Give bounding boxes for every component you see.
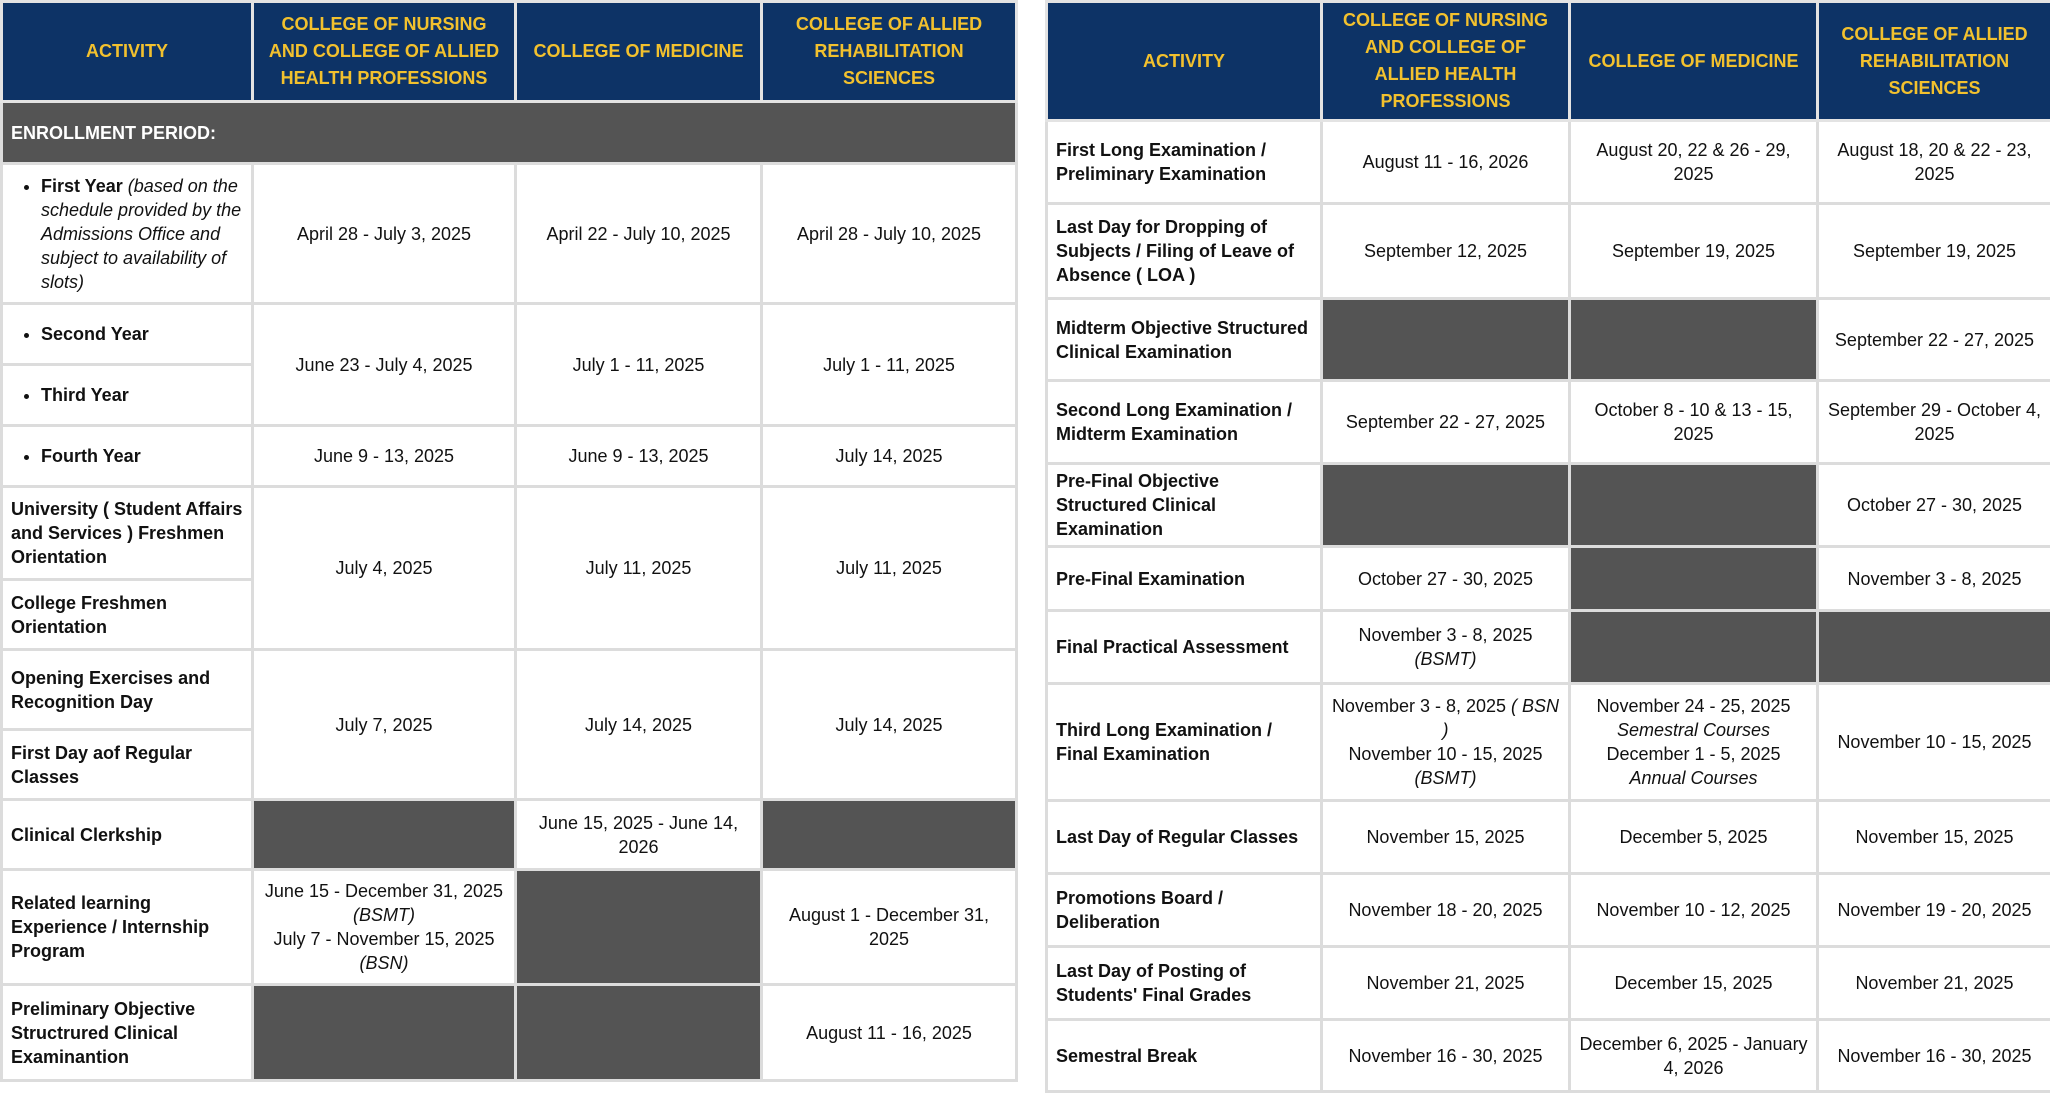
first-long-label: First Long Examination / Preliminary Examination [1047, 121, 1322, 204]
practical-nursing-note: (BSMT) [1415, 649, 1477, 669]
second-third-rehab: July 1 - 11, 2025 [762, 304, 1017, 426]
prefinal-osce-medicine-na [1570, 464, 1818, 547]
midterm-osce-medicine-na [1570, 299, 1818, 381]
clerkship-label: Clinical Clerkship [2, 800, 253, 870]
last-day-label: Last Day of Regular Classes [1047, 801, 1322, 874]
last-day-medicine: December 5, 2025 [1570, 801, 1818, 874]
fourth-year-label: • Fourth Year [41, 444, 243, 468]
header-row [1047, 2, 2050, 121]
table-row [1047, 464, 2050, 547]
third-long-medicine-note-1: Semestral Courses [1579, 718, 1808, 742]
table-row [1047, 121, 2050, 204]
rle-nursing-date-2: July 7 - November 15, 2025 [262, 927, 506, 951]
rle-rehab: August 1 - December 31, 2025 [762, 870, 1017, 985]
enrollment-period-label: ENROLLMENT PERIOD: [2, 102, 1017, 164]
third-long-nursing-note-2: (BSMT) [1331, 766, 1560, 790]
posting-rehab: November 21, 2025 [1818, 947, 2050, 1020]
third-long-nursing [1322, 684, 1570, 801]
practical-label: Final Practical Assessment [1047, 611, 1322, 684]
clerkship-nursing-na [253, 800, 516, 870]
fourth-year-rehab: July 14, 2025 [762, 426, 1017, 487]
first-year-note: (based on the schedule provided by the Admissions Office and subject to availability of slots) [41, 176, 241, 292]
dropping-label: Last Day for Dropping of Subjects / Filing of Leave of Absence ( LOA ) [1047, 204, 1322, 299]
header-rehab: COLLEGE OF ALLIED REHABILITATION SCIENCES [1818, 2, 2050, 121]
promotions-medicine: November 10 - 12, 2025 [1570, 874, 1818, 947]
practical-medicine-na [1570, 611, 1818, 684]
second-year-activity [2, 304, 253, 365]
promotions-rehab: November 19 - 20, 2025 [1818, 874, 2050, 947]
table-row [1047, 874, 2050, 947]
second-long-medicine: October 8 - 10 & 13 - 15, 2025 [1570, 381, 1818, 464]
table-row [2, 650, 1017, 730]
table-row [1047, 611, 2050, 684]
clerkship-rehab-na [762, 800, 1017, 870]
posting-medicine: December 15, 2025 [1570, 947, 1818, 1020]
opening-nursing: July 7, 2025 [253, 650, 516, 800]
table-row [2, 426, 1017, 487]
second-long-rehab: September 29 - October 4, 2025 [1818, 381, 2050, 464]
first-year-medicine: April 22 - July 10, 2025 [516, 164, 762, 304]
second-long-label: Second Long Examination / Midterm Examination [1047, 381, 1322, 464]
header-nursing: COLLEGE OF NURSING AND COLLEGE OF ALLIED HEALTH PROFESSIONS [1322, 2, 1570, 121]
college-orientation-label: College Freshmen Orientation [2, 580, 253, 650]
opening-label: Opening Exercises and Recognition Day [2, 650, 253, 730]
break-nursing: November 16 - 30, 2025 [1322, 1020, 1570, 1092]
prefinal-osce-rehab: October 27 - 30, 2025 [1818, 464, 2050, 547]
univ-orientation-label: University ( Student Affairs and Services ) Freshmen Orientation [2, 487, 253, 580]
first-long-nursing: August 11 - 16, 2026 [1322, 121, 1570, 204]
table-row [1047, 684, 2050, 801]
midterm-osce-rehab: September 22 - 27, 2025 [1818, 299, 2050, 381]
prefinal-rehab: November 3 - 8, 2025 [1818, 547, 2050, 611]
rle-medicine-na [516, 870, 762, 985]
prelim-osce-nursing-na [253, 985, 516, 1081]
practical-nursing [1322, 611, 1570, 684]
rle-nursing-note-2: (BSN) [262, 951, 506, 975]
table-row [1047, 801, 2050, 874]
prefinal-osce-nursing-na [1322, 464, 1570, 547]
header-rehab: COLLEGE OF ALLIED REHABILITATION SCIENCES [762, 2, 1017, 102]
header-activity: ACTIVITY [2, 2, 253, 102]
fourth-year-nursing: June 9 - 13, 2025 [253, 426, 516, 487]
table-row [1047, 299, 2050, 381]
second-third-medicine: July 1 - 11, 2025 [516, 304, 762, 426]
rle-label: Related learning Experience / Internship Program [2, 870, 253, 985]
dropping-medicine: September 19, 2025 [1570, 204, 1818, 299]
table-row [1047, 547, 2050, 611]
calendar-table-left [0, 0, 1018, 1082]
first-year-rehab: April 28 - July 10, 2025 [762, 164, 1017, 304]
table-row [1047, 381, 2050, 464]
posting-label: Last Day of Posting of Students' Final Grades [1047, 947, 1322, 1020]
break-medicine: December 6, 2025 - January 4, 2026 [1570, 1020, 1818, 1092]
header-medicine: COLLEGE OF MEDICINE [516, 2, 762, 102]
prelim-osce-rehab: August 11 - 16, 2025 [762, 985, 1017, 1081]
table-row [1047, 1020, 2050, 1092]
orientation-medicine: July 11, 2025 [516, 487, 762, 650]
rle-nursing-date-1: June 15 - December 31, 2025 [262, 879, 506, 903]
third-year-label: • Third Year [41, 383, 243, 407]
header-nursing: COLLEGE OF NURSING AND COLLEGE OF ALLIED HEALTH PROFESSIONS [253, 2, 516, 102]
practical-rehab-na [1818, 611, 2050, 684]
section-row [2, 102, 1017, 164]
prefinal-osce-label: Pre-Final Objective Structured Clinical Examination [1047, 464, 1322, 547]
second-long-nursing: September 22 - 27, 2025 [1322, 381, 1570, 464]
midterm-osce-label: Midterm Objective Structured Clinical Examination [1047, 299, 1322, 381]
header-activity: ACTIVITY [1047, 2, 1322, 121]
first-long-medicine: August 20, 22 & 26 - 29, 2025 [1570, 121, 1818, 204]
prefinal-medicine-na [1570, 547, 1818, 611]
table-row [2, 304, 1017, 365]
first-day-label: First Day aof Regular Classes [2, 730, 253, 800]
second-third-nursing: June 23 - July 4, 2025 [253, 304, 516, 426]
prelim-osce-medicine-na [516, 985, 762, 1081]
prefinal-label: Pre-Final Examination [1047, 547, 1322, 611]
midterm-osce-nursing-na [1322, 299, 1570, 381]
posting-nursing: November 21, 2025 [1322, 947, 1570, 1020]
second-year-label: • Second Year [41, 322, 243, 346]
break-rehab: November 16 - 30, 2025 [1818, 1020, 2050, 1092]
table-row [2, 800, 1017, 870]
third-long-medicine-note-2: Annual Courses [1579, 766, 1808, 790]
header-medicine: COLLEGE OF MEDICINE [1570, 2, 1818, 121]
third-long-nursing-note-1: ( BSN ) [1443, 696, 1560, 740]
practical-nursing-date: November 3 - 8, 2025 [1358, 625, 1532, 645]
dropping-rehab: September 19, 2025 [1818, 204, 2050, 299]
table-row [2, 870, 1017, 985]
third-long-medicine-date-1: November 24 - 25, 2025 [1579, 694, 1808, 718]
break-label: Semestral Break [1047, 1020, 1322, 1092]
rle-nursing-note-1: (BSMT) [262, 903, 506, 927]
header-row [2, 2, 1017, 102]
promotions-label: Promotions Board / Deliberation [1047, 874, 1322, 947]
dropping-nursing: September 12, 2025 [1322, 204, 1570, 299]
table-row [1047, 947, 2050, 1020]
table-row [2, 985, 1017, 1081]
promotions-nursing: November 18 - 20, 2025 [1322, 874, 1570, 947]
third-long-nursing-date-1: November 3 - 8, 2025 [1332, 696, 1506, 716]
table-row [2, 164, 1017, 304]
orientation-nursing: July 4, 2025 [253, 487, 516, 650]
third-long-label: Third Long Examination / Final Examination [1047, 684, 1322, 801]
opening-medicine: July 14, 2025 [516, 650, 762, 800]
last-day-rehab: November 15, 2025 [1818, 801, 2050, 874]
first-year-label: First Year [41, 176, 123, 196]
third-long-medicine [1570, 684, 1818, 801]
third-long-rehab: November 10 - 15, 2025 [1818, 684, 2050, 801]
first-year-activity [2, 164, 253, 304]
prefinal-nursing: October 27 - 30, 2025 [1322, 547, 1570, 611]
last-day-nursing: November 15, 2025 [1322, 801, 1570, 874]
opening-rehab: July 14, 2025 [762, 650, 1017, 800]
first-long-rehab: August 18, 20 & 22 - 23, 2025 [1818, 121, 2050, 204]
rle-nursing [253, 870, 516, 985]
calendar-table-right [1045, 0, 2050, 1093]
third-long-medicine-date-2: December 1 - 5, 2025 [1579, 742, 1808, 766]
first-year-nursing: April 28 - July 3, 2025 [253, 164, 516, 304]
table-row [1047, 204, 2050, 299]
clerkship-medicine: June 15, 2025 - June 14, 2026 [516, 800, 762, 870]
prelim-osce-label: Preliminary Objective Structrured Clinical Examinantion [2, 985, 253, 1081]
orientation-rehab: July 11, 2025 [762, 487, 1017, 650]
fourth-year-activity [2, 426, 253, 487]
third-long-nursing-date-2: November 10 - 15, 2025 [1331, 742, 1560, 766]
third-year-activity [2, 365, 253, 426]
fourth-year-medicine: June 9 - 13, 2025 [516, 426, 762, 487]
table-row [2, 487, 1017, 580]
